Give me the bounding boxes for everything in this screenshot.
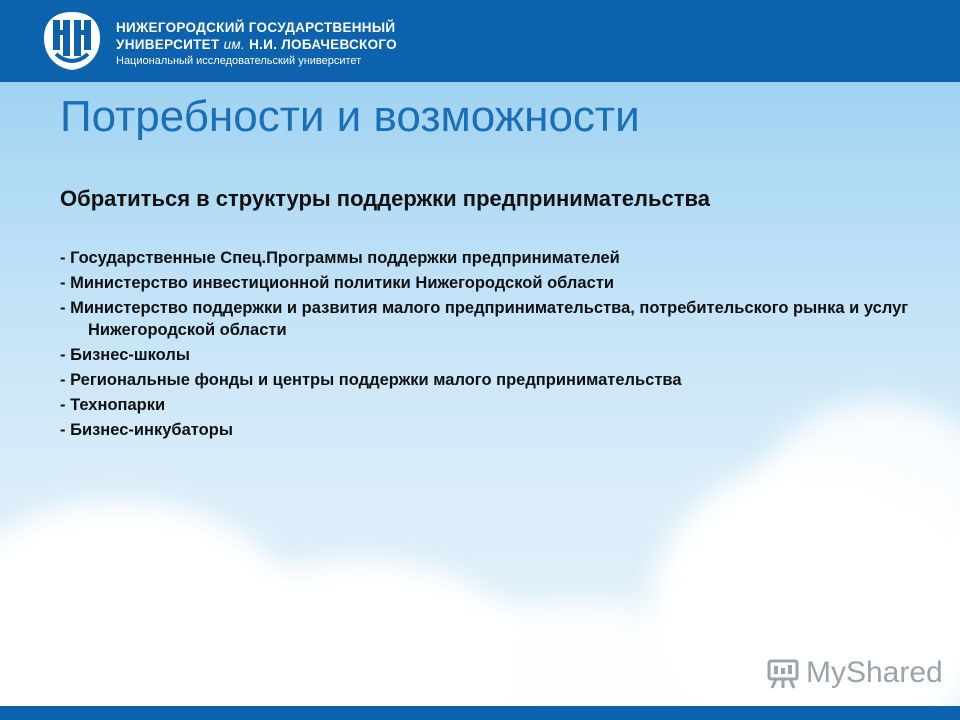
- list-item: - Региональные фонды и центры поддержки малого предпринимательства: [60, 371, 682, 389]
- list-item: - Технопарки: [60, 396, 166, 414]
- footer-bar: [0, 706, 960, 720]
- university-word: УНИВЕРСИТЕТ: [116, 37, 220, 52]
- university-im: им.: [223, 37, 246, 52]
- list-item: - Министерство инвестиционной политики Нижегородской области: [60, 274, 614, 292]
- list-item: - Бизнес-инкубаторы: [60, 421, 233, 439]
- university-tagline: Национальный исследовательский университет: [116, 55, 362, 67]
- slide-title: Потребности и возможности: [60, 92, 640, 141]
- list-item: - Министерство поддержки и развития малого предпринимательства, потребительского рынка и услуг Нижегородской области: [60, 299, 909, 339]
- presentation-board-icon: [766, 656, 800, 690]
- myshared-watermark: [766, 654, 943, 694]
- university-name-line2: [116, 37, 397, 52]
- list-item: - Бизнес-школы: [60, 346, 190, 364]
- list-item: - Государственные Спец.Программы поддержки предпринимателей: [60, 249, 620, 267]
- support-structures-list: [60, 247, 920, 444]
- university-name-line1: НИЖЕГОРОДСКИЙ ГОСУДАРСТВЕННЫЙ: [116, 20, 396, 35]
- header-bar: [0, 0, 960, 82]
- university-logo-icon: [40, 10, 104, 72]
- slide-subtitle: Обратиться в структуры поддержки предпринимательства: [60, 186, 710, 211]
- university-lobachevsky: Н.И. ЛОБАЧЕВСКОГО: [249, 37, 397, 52]
- watermark-text: MyShared: [806, 656, 943, 689]
